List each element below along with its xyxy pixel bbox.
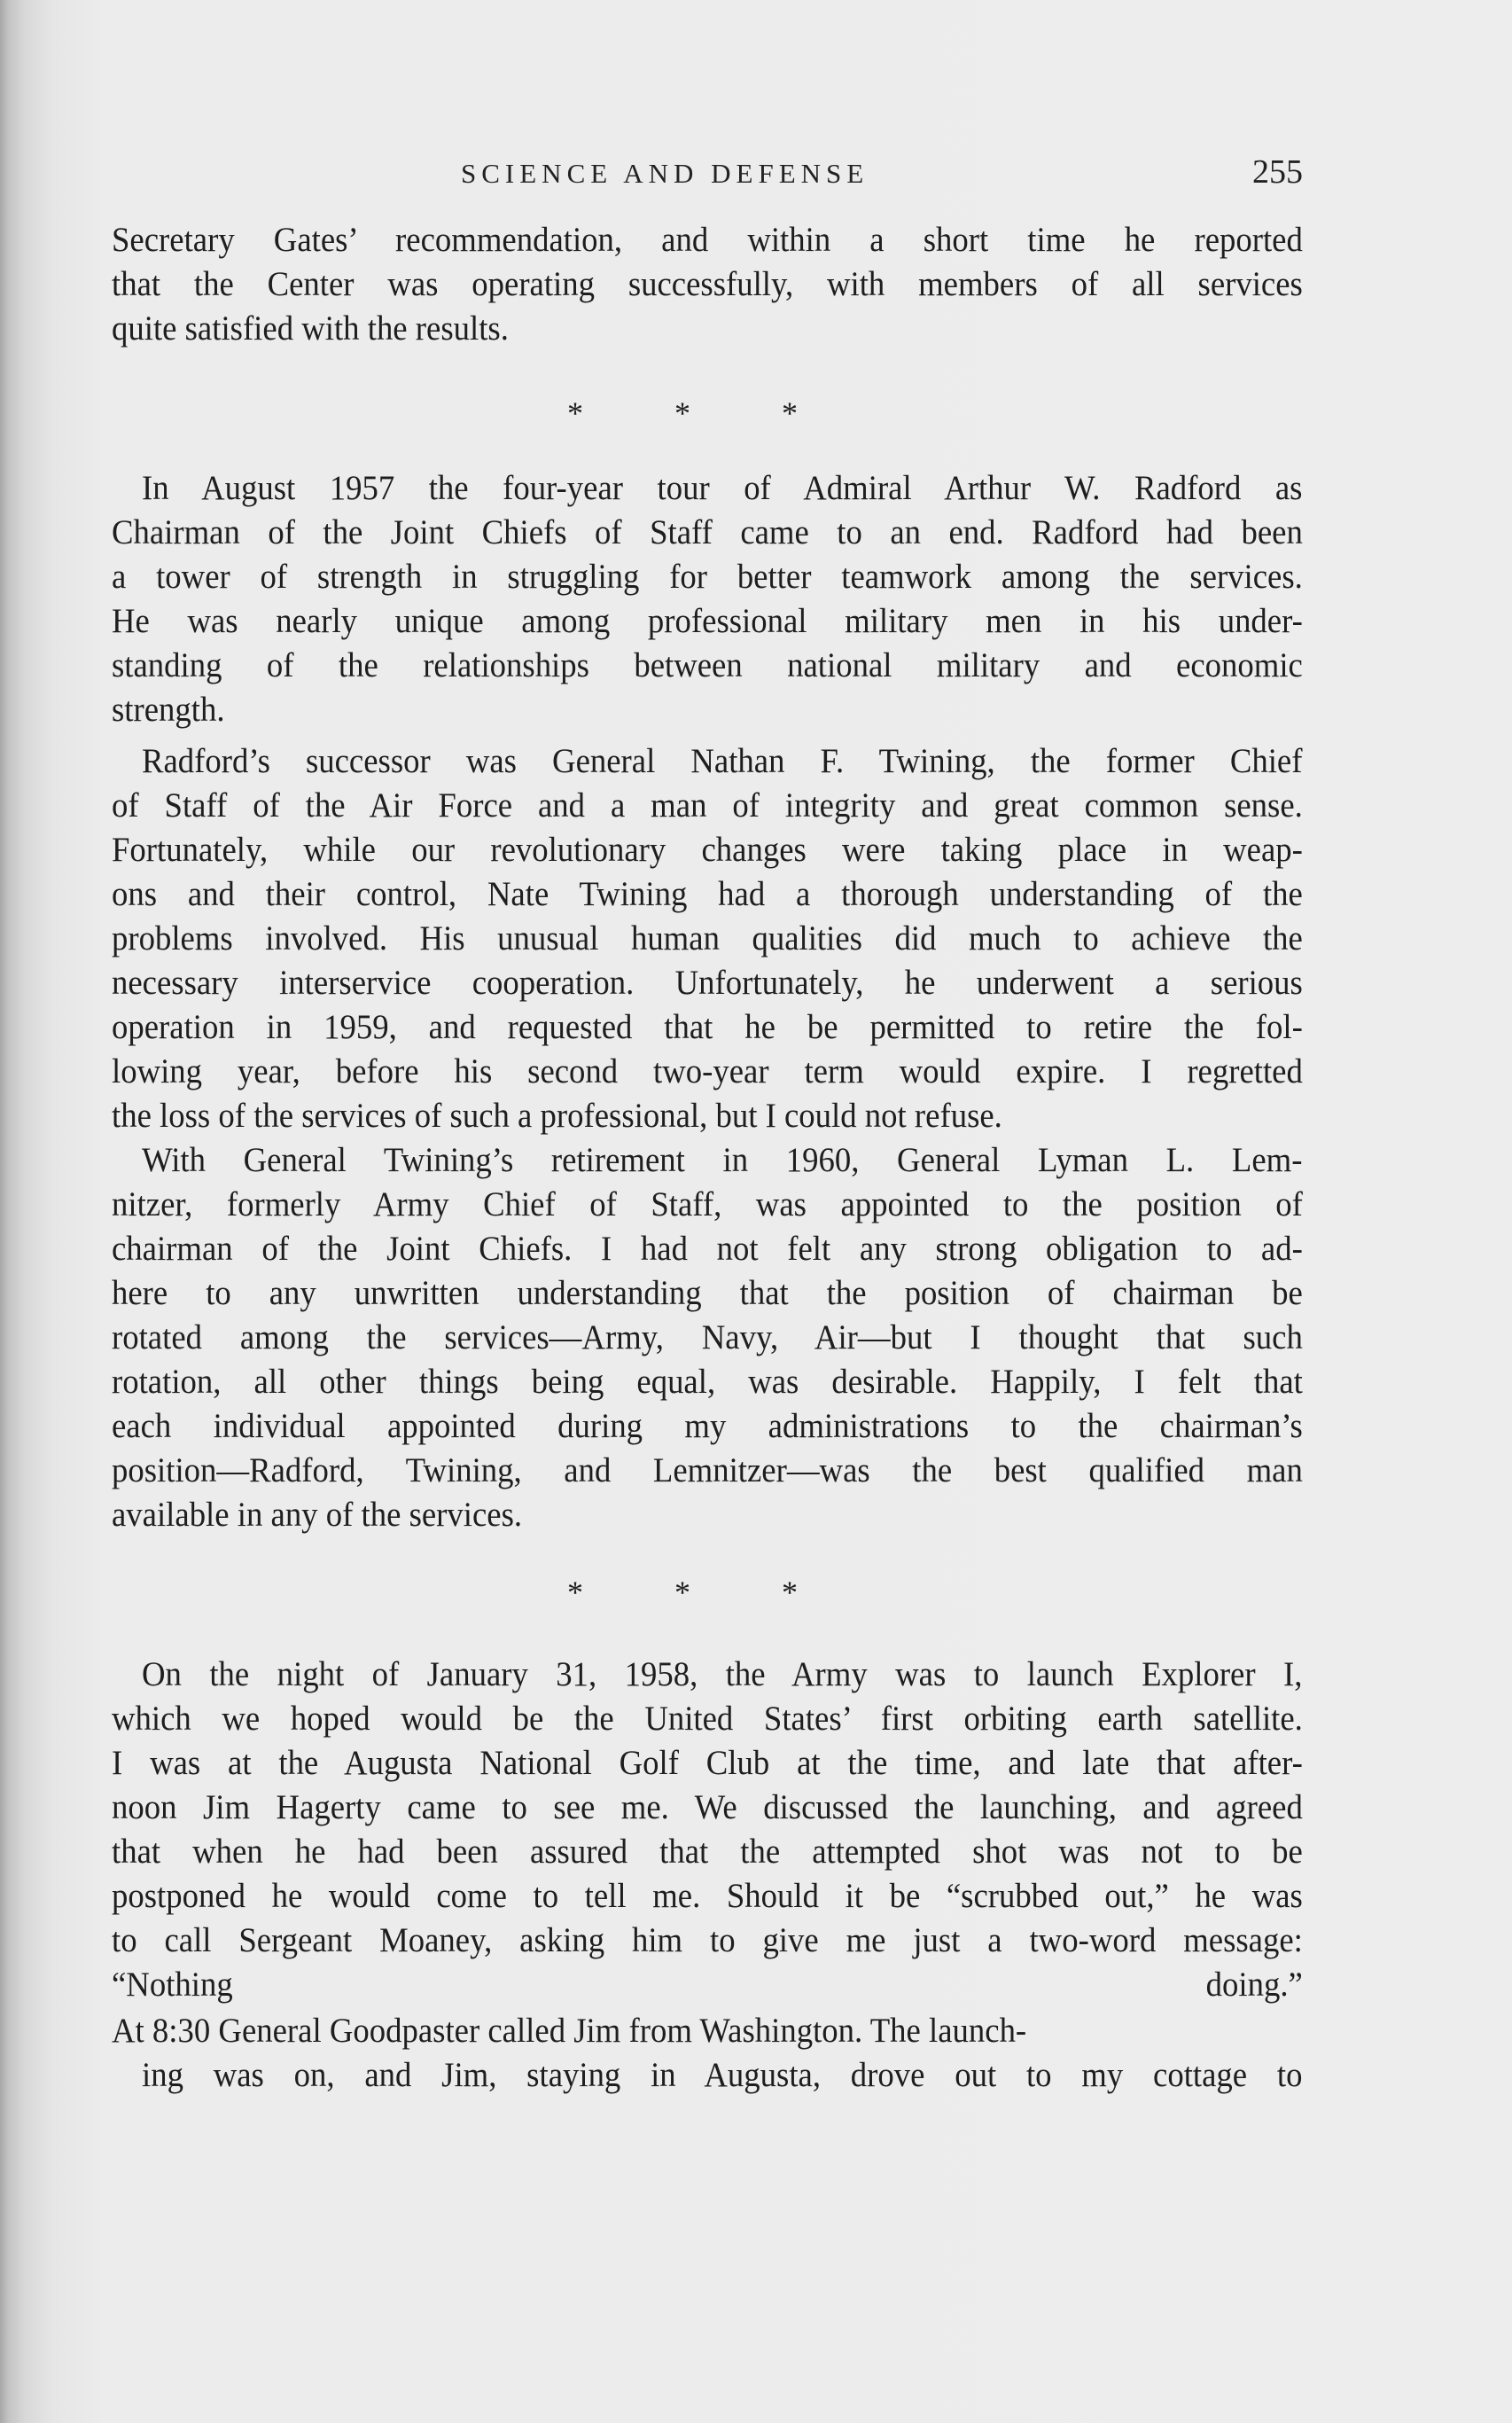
text-line: quite satisfied with the results. [112,309,509,348]
asterisk: * [674,1575,690,1610]
text-line: rotated among the services—Army, Navy, Air—but I thought that such [112,1317,1303,1356]
text-line: ing was on, and Jim, staying in Augusta, drove out to my cottage to [142,2055,1303,2094]
asterisk: * [567,395,583,431]
text-line: postponed he would come to tell me. Should it be “scrubbed out,” he was [112,1876,1303,1915]
asterisk: * [782,1575,798,1610]
text-line: rotation, all other things being equal, was desirable. Happily, I felt that [112,1362,1303,1401]
text-line: each individual appointed during my administrations to the chairman’s [112,1406,1303,1445]
running-header: SCIENCE AND DEFENSE [461,158,869,189]
text-line: noon Jim Hagerty came to see me. We discussed the launching, and agreed [112,1787,1303,1826]
text-line: necessary interservice cooperation. Unfortunately, he underwent a serious [112,963,1303,1002]
text-line: operation in 1959, and requested that he be permitted to retire the fol- [112,1007,1303,1046]
text-line: the loss of the services of such a professional, but I could not refuse. [112,1096,1002,1135]
asterisk: * [674,395,690,431]
text-line: of Staff of the Air Force and a man of integrity and great common sense. [112,786,1303,825]
text-line: Radford’s successor was General Nathan F. Twining, the former Chief [142,741,1303,780]
text-line: ons and their control, Nate Twining had a thorough understanding of the [112,874,1303,913]
text-line: On the night of January 31, 1958, the Army was to launch Explorer I, [142,1654,1303,1693]
section-break [567,1574,798,1611]
text-line: At 8:30 General Goodpaster called Jim from Washington. The launch- [112,2011,1027,2050]
text-line: which we hoped would be the United States’ first orbiting earth satellite. [112,1699,1303,1738]
text-line: I was at the Augusta National Golf Club at the time, and late that after- [112,1743,1303,1782]
text-line: Fortunately, while our revolutionary changes were taking place in weap- [112,830,1303,869]
section-break [567,395,798,432]
page-number: 255 [1252,153,1303,191]
text-line: “Nothing doing.” [112,1965,1303,2004]
asterisk: * [782,395,798,431]
text-line: here to any unwritten understanding that the position of chairman be [112,1273,1303,1312]
text-line: standing of the relationships between national military and economic [112,645,1303,684]
text-line: Secretary Gates’ recommendation, and within a short time he reported [112,220,1303,259]
text-line: problems involved. His unusual human qualities did much to achieve the [112,918,1303,957]
text-line: In August 1957 the four-year tour of Admiral Arthur W. Radford as [142,468,1303,507]
text-line: available in any of the services. [112,1495,523,1534]
text-line: a tower of strength in struggling for better teamwork among the services. [112,557,1303,596]
text-line: that when he had been assured that the attempted shot was not to be [112,1832,1303,1871]
text-line: that the Center was operating successfully, with members of all services [112,264,1303,303]
text-line: position—Radford, Twining, and Lemnitzer—was the best qualified man [112,1450,1303,1489]
text-line: strength. [112,690,225,729]
asterisk: * [567,1575,583,1610]
text-line: He was nearly unique among professional military men in his under- [112,601,1303,640]
text-line: to call Sergeant Moaney, asking him to give me just a two-word message: [112,1920,1303,1959]
text-line: Chairman of the Joint Chiefs of Staff came to an end. Radford had been [112,512,1303,551]
text-line: nitzer, formerly Army Chief of Staff, was appointed to the position of [112,1184,1303,1223]
text-line: chairman of the Joint Chiefs. I had not felt any strong obligation to ad- [112,1229,1303,1268]
text-line: lowing year, before his second two-year term would expire. I regretted [112,1051,1303,1090]
text-line: With General Twining’s retirement in 1960, General Lyman L. Lem- [142,1140,1303,1179]
